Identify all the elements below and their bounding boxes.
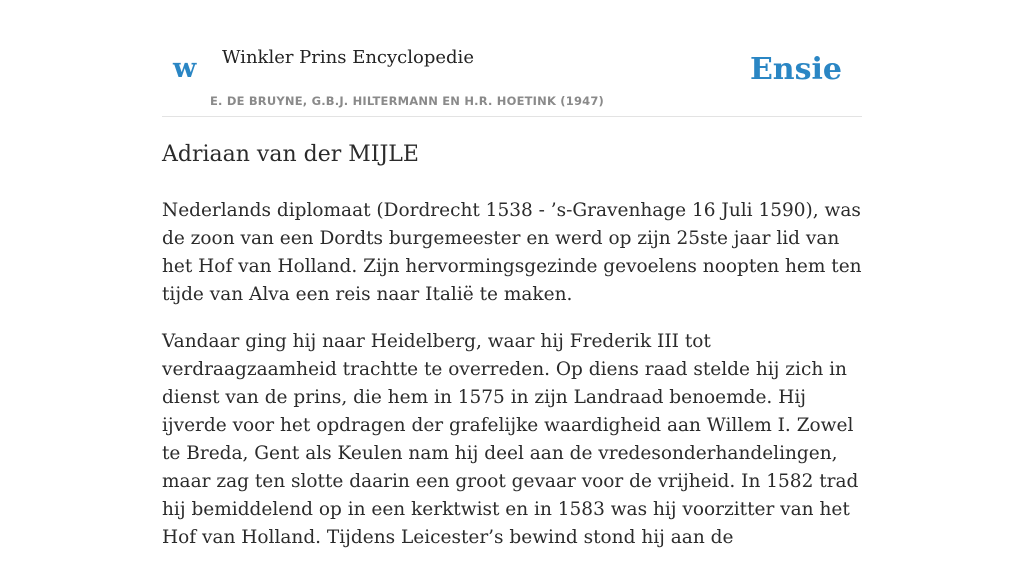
site-header <box>162 0 862 117</box>
site-authors: E. DE BRUYNE, G.B.J. HILTERMANN EN H.R. HOETINK (1947) <box>210 94 605 108</box>
article <box>162 138 862 571</box>
article-paragraph-2: Vandaar ging hij naar Heidelberg, waar hij Frederik III tot verdraagzaamheid trachtte te overreden. Op diens raad stelde hij zich in dienst van de prins, die hem in 1575 in zijn Landraad benoemde. Hij ijverde voor het opdragen der grafelijke waardigheid aan Willem I. Zowel te Breda, Gent als Keulen nam hij deel aan de vredesonderhandelingen, maar zag ten slotte daarin een groot gevaar voor de vrijheid. In 1582 trad hij bemiddelend op in een kerktwist en in 1583 was hij voorzitter van het Hof van Holland. Tijdens Leicester’s bewind stond hij aan de <box>162 331 859 548</box>
winkler-prins-logo-icon[interactable]: w <box>173 53 197 84</box>
article-title: Adriaan van der MIJLE <box>162 142 419 167</box>
article-paragraph-1: Nederlands diplomaat (Dordrecht 1538 - ’s-Gravenhage 16 Juli 1590), was de zoon van een Dordts burgemeester en werd op zijn 25ste jaar lid van het Hof van Holland. Zijn hervormingsgezinde gevoelens noopten hem ten tijde van Alva een reis naar Italië te maken. <box>162 200 862 305</box>
ensie-logo-link[interactable]: Ensie <box>749 52 842 87</box>
site-title[interactable]: Winkler Prins Encyclopedie <box>222 47 474 68</box>
